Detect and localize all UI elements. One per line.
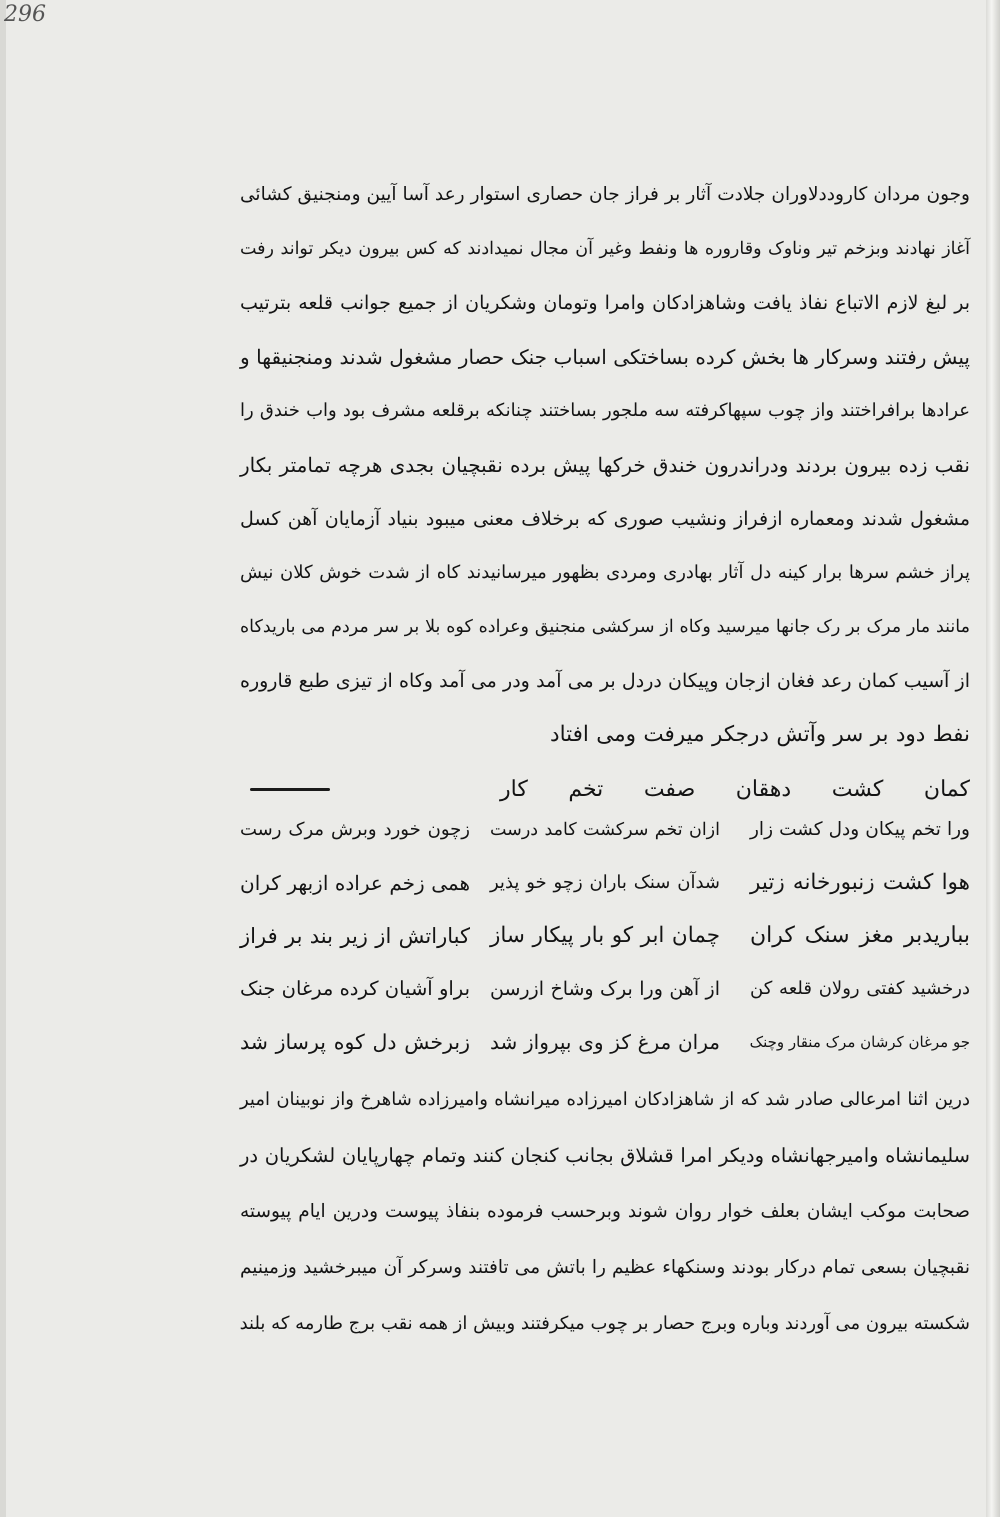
hemistich: براو آشیان کرده مرغان جنک [240,977,470,1000]
hemistich: کباراتش از زیر بند بر فراز [240,924,470,948]
hemistich: همی زخم عراده ازبهر کران [240,871,470,895]
verse-heading: کمان کشت دهقان صفت تخم کار [500,777,970,802]
prose-bottom-block [240,1085,970,1365]
hemistich: بباریدبر مغز سنک کران [750,923,970,948]
text-line: صحابت موکب ایشان بعلف خوار روان شوند وبرحسب فرموده بنفاذ پیوست ودرین ایام پیوسته [240,1201,970,1222]
verse-row [240,863,970,903]
hemistich: هوا کشت زنبورخانه زتیر [750,870,970,895]
prose-top-block [240,180,970,800]
text-line: وجون مردان کاروددلاوران جلادت آثار بر فراز جان حصاری استوار رعد آسا آیین ومنجنیق کشائی [240,184,970,205]
verse-divider [250,788,330,791]
verse-row [240,1022,970,1062]
text-line: پراز خشم سرها برار کینه دل آثار بهادری ومردی بظهور میرسانیدند کاه از شدت خوش کلان نیش [240,562,970,583]
text-line: نقبچیان بسعی تمام درکار بودند وسنکهاء عظیم را باتش می تافتند وسرکر آن میبرخشید وزمینیم [240,1257,970,1278]
text-line: از آسیب کمان رعد فغان ازجان وپیکان دردل بر می آمد ودر می آمد وکاه از تیزی طبع قاروره [240,670,970,692]
hemistich: مران مرغ کز وی بپرواز شد [490,1030,720,1054]
text-line: شکسته بیرون می آوردند وباره وبرج حصار بر چوب میکرفتند وبیش از همه نقب برج طارمه که بلند [239,1313,970,1334]
hemistich: شدآن سنک باران زچو خو پذیر [490,872,720,893]
verse-heading-row [240,770,970,810]
text-line: سلیمانشاه وامیرجهانشاه ودیکر امرا قشلاق بجانب کنجان کنند وتمام چهارپایان لشکریان در [240,1144,970,1167]
text-line: پیش رفتند وسرکار ها بخش کرده بساختکی اسباب جنک حصار مشغول شدند ومنجنیقها و [240,345,970,369]
text-line: مشغول شدند ومعماره ازفراز ونشیب صوری که برخلاف معنی میبود بنیاد آزمایان آهن کسل [240,508,970,530]
text-line: نقب زده بیرون بردند ودراندرون خندق خرکها پیش برده نقبچیان بجدی هرچه تمامتر بکار [240,453,970,477]
hemistich: از آهن ورا برک وشاخ ازرسن [490,978,720,1000]
hemistich: جو مرغان کرشان مرک منقار وچنک [749,1033,970,1051]
text-line: آغاز نهادند وبزخم تیر وناوک وقاروره ها ونفط وغیر آن مجال نمیدادند که کس بیرون دیکر تواند رفت [240,239,970,259]
page-left-edge [0,0,6,1517]
text-line: عرادها برافراختند واز چوب سپهاکرفته سه ملجور بساختند چنانکه برقلعه مشرف بود واب خندق را [240,400,970,421]
text-line: نفط دود بر سر وآتش درجکر میرفت ومی افتاد [550,722,970,747]
verse-row [240,916,970,956]
hemistich: زچون خورد وبرش مرک رست [240,819,470,840]
hemistich: درخشید کفتی رولان قلعه کن [750,978,970,999]
hemistich: ورا تخم پیکان ودل کشت زار [750,819,970,840]
verse-row [240,810,970,850]
text-line: بر لبغ لازم الاتباع نفاذ یافت وشاهزادکان وامرا وتومان وشکریان از جمیع جوانب قلعه بترتیب [240,292,970,314]
hemistich: چمان ابر کو بار پیکار ساز [490,923,720,948]
verse-row [240,969,970,1009]
hemistich: زبرخش دل کوه پرساز شد [240,1030,470,1054]
verse-block [240,810,970,1080]
page-right-edge [986,0,1000,1517]
text-line: مانند مار مرک بر رک جانها میرسید وکاه از سرکشی منجنیق وعراده کوه بلا بر سر مردم می باریدکاه [240,617,970,637]
text-line: درین اثنا امرعالی صادر شد که از شاهزادکان امیرزاده میرانشاه وامیرزاده شاهرخ واز نوبینان امیر [240,1089,970,1110]
folio-number: 296 [4,2,46,27]
hemistich: ازان تخم سرکشت کامد درست [490,820,720,840]
